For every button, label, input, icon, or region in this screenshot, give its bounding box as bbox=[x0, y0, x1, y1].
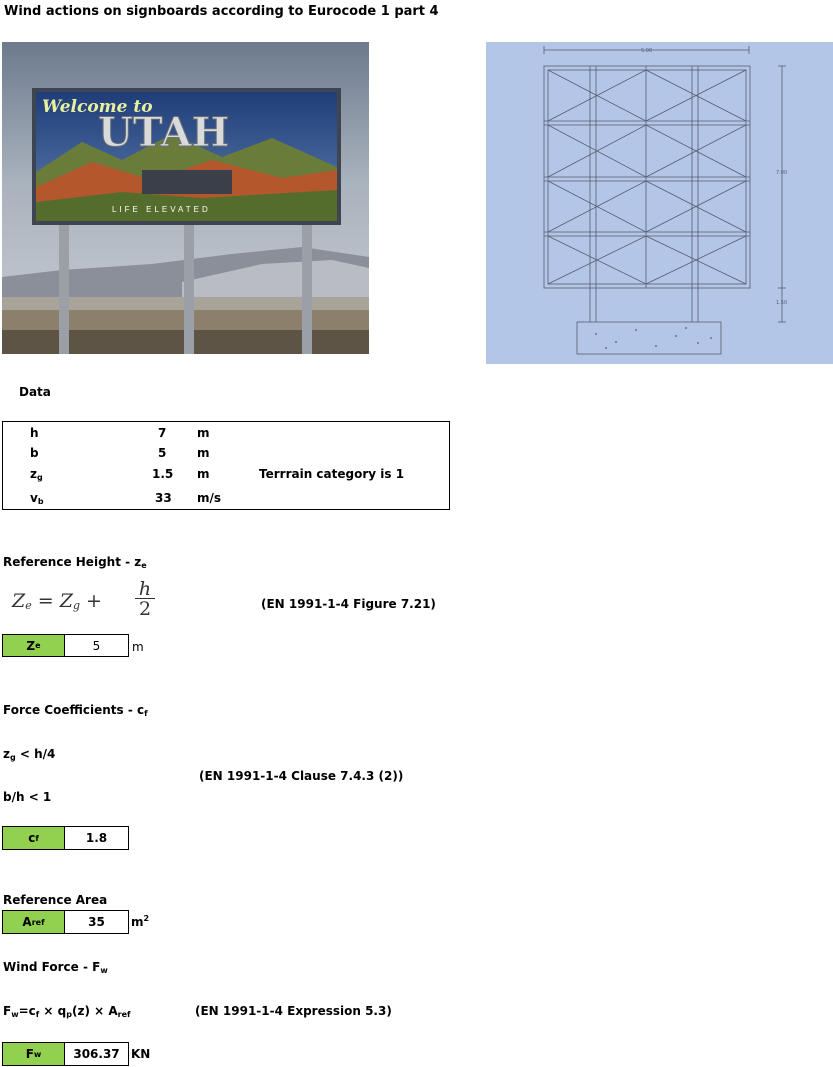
data-value-h: 7 bbox=[158, 426, 167, 440]
signboard-elevation-drawing bbox=[486, 42, 833, 364]
fw-value-cell: 306.37 bbox=[64, 1042, 129, 1066]
wind-force-heading: Wind Force - $F_w$ bbox=[3, 960, 108, 975]
data-unit-h: m bbox=[197, 426, 210, 440]
data-symbol-vb: $v_b$ bbox=[30, 491, 44, 506]
wind-force-equation: $F_w=c_f \times q_p(z) \times A_{ref}$ bbox=[3, 1004, 131, 1019]
sign-slogan-text: LIFE ELEVATED bbox=[112, 205, 211, 214]
sign-main-text: UTAH bbox=[98, 109, 230, 156]
data-unit-b: m bbox=[197, 446, 210, 460]
data-table bbox=[2, 421, 450, 510]
aref-label-cell: A ref bbox=[2, 910, 65, 934]
fw-unit: KN bbox=[131, 1047, 151, 1061]
condition-zg: $z_g < h/4$ bbox=[3, 747, 56, 762]
data-unit-vb: m/s bbox=[197, 491, 222, 505]
page-title: Wind actions on signboards according to Eurocode 1 part 4 bbox=[4, 4, 439, 19]
data-unit-zg: m bbox=[197, 467, 210, 481]
ze-label-cell: Z e bbox=[2, 634, 65, 657]
cf-label-cell: c f bbox=[2, 826, 65, 850]
data-symbol-h: h bbox=[30, 426, 39, 440]
dimension-height-label: 7.00 bbox=[776, 170, 788, 176]
data-symbol-zg: $z_g$ bbox=[30, 467, 43, 482]
wind-force-citation: (EN 1991-1-4 Expression 5.3) bbox=[195, 1004, 392, 1018]
aref-value-cell: 35 bbox=[64, 910, 129, 934]
aref-unit: $m^2$ bbox=[131, 914, 150, 929]
dimension-width-label: 5.00 bbox=[641, 48, 653, 54]
condition-bh: b/h < 1 bbox=[3, 790, 52, 804]
data-value-zg: 1.5 bbox=[152, 467, 174, 481]
fw-label-cell: F w bbox=[2, 1042, 65, 1066]
formula-fraction: h 2 bbox=[135, 580, 155, 619]
data-value-b: 5 bbox=[158, 446, 167, 460]
reference-height-citation: (EN 1991-1-4 Figure 7.21) bbox=[261, 597, 436, 611]
terrain-category-note: Terrrain category is 1 bbox=[259, 467, 405, 481]
ze-unit: m bbox=[132, 640, 144, 654]
signboard-photo bbox=[2, 42, 369, 354]
data-symbol-b: b bbox=[30, 446, 39, 460]
data-heading: Data bbox=[19, 385, 51, 399]
data-value-vb: 33 bbox=[155, 491, 172, 505]
reference-height-heading: Reference Height - $z_e$ bbox=[3, 555, 147, 570]
reference-height-formula: $Z_e = Z_g$ + bbox=[12, 590, 102, 612]
force-coefficients-citation: (EN 1991-1-4 Clause 7.4.3 (2)) bbox=[199, 769, 404, 783]
ze-value-cell: 5 bbox=[64, 634, 129, 657]
force-coefficients-heading: Force Coefficients - $c_f$ bbox=[3, 703, 148, 718]
sign-script-text: Welcome to bbox=[42, 97, 153, 117]
reference-area-heading: Reference Area bbox=[3, 893, 108, 907]
cf-value-cell: 1.8 bbox=[64, 826, 129, 850]
dimension-base-label: 1.50 bbox=[776, 300, 788, 306]
